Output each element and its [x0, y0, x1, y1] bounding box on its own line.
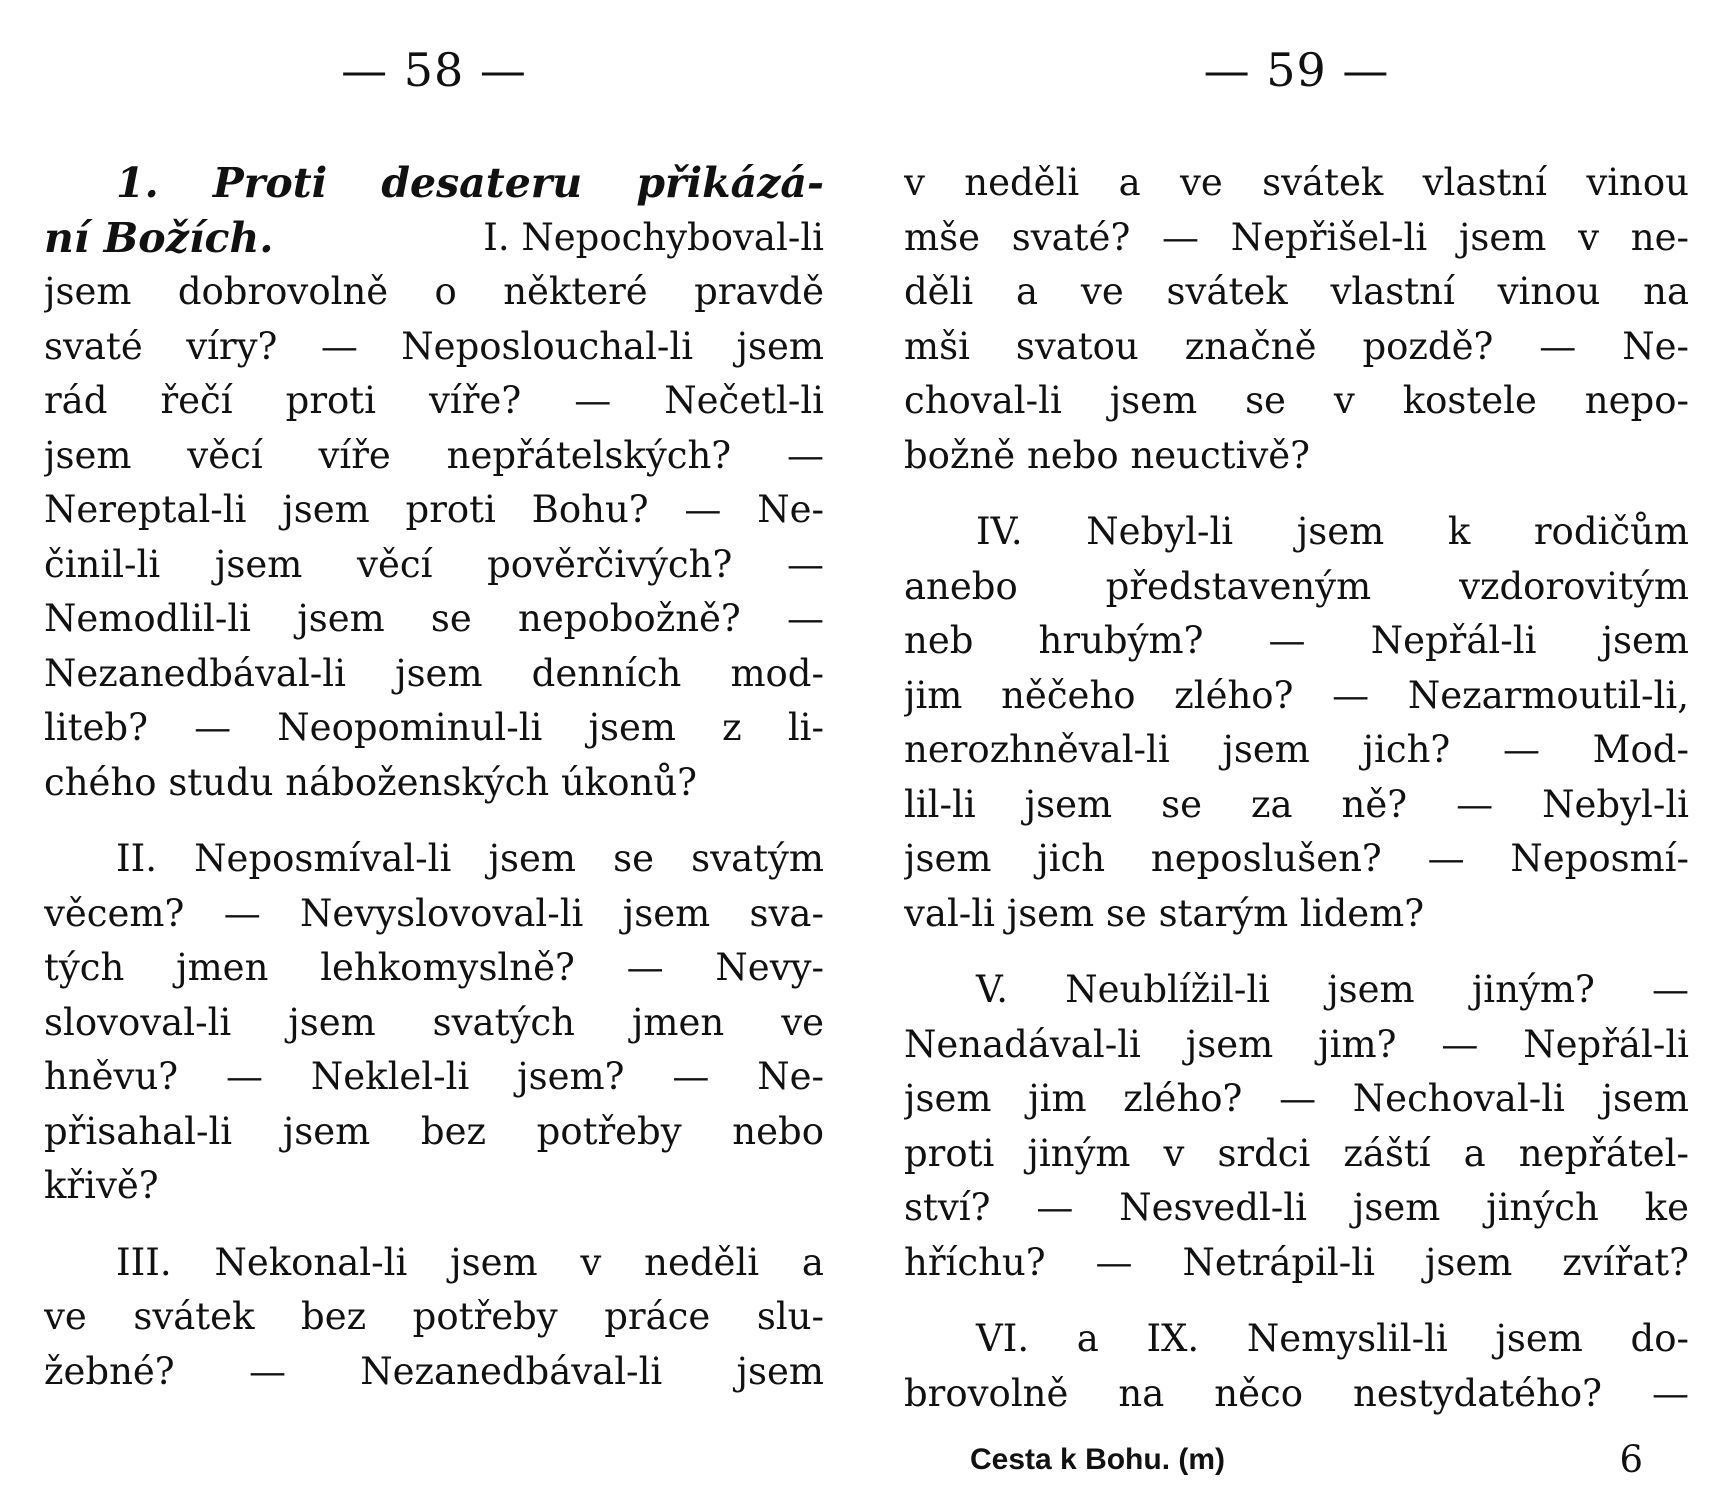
text-line: IV. Nebyl-li jsem k rodičům — [976, 510, 1689, 553]
text-line: v neděli a ve svátek vlastní vinou — [904, 161, 1689, 204]
paragraph-3-continued — [904, 156, 1689, 483]
page-number-right: — 59 — — [1203, 43, 1390, 97]
text-line: liteb? — Neopominul-li jsem z li- — [44, 706, 824, 749]
right-page — [904, 0, 1689, 1500]
text-line: Nemodlil-li jsem se nepobožně? — — [44, 597, 824, 640]
paragraph-1 — [44, 156, 824, 810]
text-line: III. Nekonal-li jsem v neděli a — [116, 1240, 824, 1284]
left-page-body — [44, 156, 824, 1421]
left-page — [44, 0, 824, 1500]
text-line: anebo představeným vzdorovitým — [904, 564, 1689, 608]
text-line: nerozhněval-li jsem jich? — Mod- — [904, 728, 1689, 771]
text-line: neb hrubým? — Nepřál-li jsem — [904, 619, 1689, 662]
paragraph-3 — [44, 1236, 824, 1400]
text-line: hněvu? — Neklel-li jsem? — Ne- — [44, 1055, 824, 1098]
text-line: val-li jsem se starým lidem? — [904, 891, 1425, 935]
paragraph-5 — [904, 963, 1689, 1290]
section-heading-line-2: ní Božích. — [44, 213, 274, 262]
text-line: přisahal-li jsem bez potřeby nebo — [44, 1109, 824, 1153]
text-line: brovolně na něco nestydatého? — — [904, 1371, 1689, 1415]
footer-book-title: Cesta k Bohu. (m) — [970, 1443, 1226, 1476]
text-line: ve svátek bez potřeby práce slu- — [44, 1295, 824, 1338]
text-line: rád řečí proti víře? — Nečetl-li — [44, 379, 824, 422]
text-line: děli a ve svátek vlastní vinou na — [904, 270, 1689, 313]
text-line: II. Neposmíval-li jsem se svatým — [116, 837, 824, 880]
text-line: jsem jim zlého? — Nechoval-li jsem — [904, 1077, 1689, 1120]
text-line: mši svatou značně pozdě? — Ne- — [904, 324, 1689, 368]
text-line: tých jmen lehkomyslně? — Nevy- — [44, 946, 824, 989]
text-line: žebné? — Nezanedbával-li jsem — [44, 1349, 824, 1393]
right-page-body — [904, 156, 1689, 1443]
text-line: jim něčeho zlého? — Nezarmoutil-li, — [904, 673, 1689, 717]
text-line: choval-li jsem se v kostele nepo- — [904, 379, 1689, 422]
text-line: VI. a IX. Nemyslil-li jsem do- — [976, 1317, 1689, 1360]
text-line: činil-li jsem věcí pověrčivých? — — [44, 542, 824, 586]
text-line: křivě? — [44, 1164, 159, 1207]
text-line: věcem? — Nevyslovoval-li jsem sva- — [44, 891, 824, 935]
text-line: jsem jich neposlušen? — Neposmí- — [904, 837, 1689, 880]
text-line: I. Nepochyboval-li — [483, 215, 824, 259]
paragraph-2 — [44, 832, 824, 1214]
text-line: svaté víry? — Neposlouchal-li jsem — [44, 324, 824, 368]
text-line: hříchu? — Netrápil-li jsem zvířat? — [904, 1240, 1689, 1284]
text-line: ství? — Nesvedl-li jsem jiných ke — [904, 1186, 1689, 1229]
text-line: jsem věcí víře nepřátelských? — — [44, 433, 824, 477]
heading-and-text-line — [44, 211, 824, 266]
text-line: proti jiným v srdci záští a nepřátel- — [904, 1131, 1689, 1175]
text-line: Nereptal-li jsem proti Bohu? — Ne- — [44, 488, 824, 531]
text-line: slovoval-li jsem svatých jmen ve — [44, 1000, 824, 1044]
text-line: jsem dobrovolně o některé pravdě — [44, 270, 824, 313]
text-line: božně nebo neuctivě? — [904, 433, 1311, 477]
section-heading-line-1: 1. Proti desateru přikázá- — [116, 159, 824, 207]
paragraph-6 — [904, 1312, 1689, 1421]
text-line: V. Neublížil-li jsem jiným? — — [976, 968, 1689, 1011]
page-footer — [904, 1435, 1689, 1485]
paragraph-4 — [904, 505, 1689, 941]
text-line: chého studu náboženských úkonů? — [44, 760, 697, 804]
footer-signature-mark: 6 — [1619, 1438, 1643, 1481]
page-number-left: — 58 — — [341, 43, 527, 97]
text-line: Nezanedbával-li jsem denních mod- — [44, 651, 824, 695]
text-line: Nenadával-li jsem jim? — Nepřál-li — [904, 1022, 1689, 1066]
text-line: mše svaté? — Nepřišel-li jsem v ne- — [904, 215, 1689, 259]
text-line: lil-li jsem se za ně? — Nebyl-li — [904, 782, 1689, 826]
